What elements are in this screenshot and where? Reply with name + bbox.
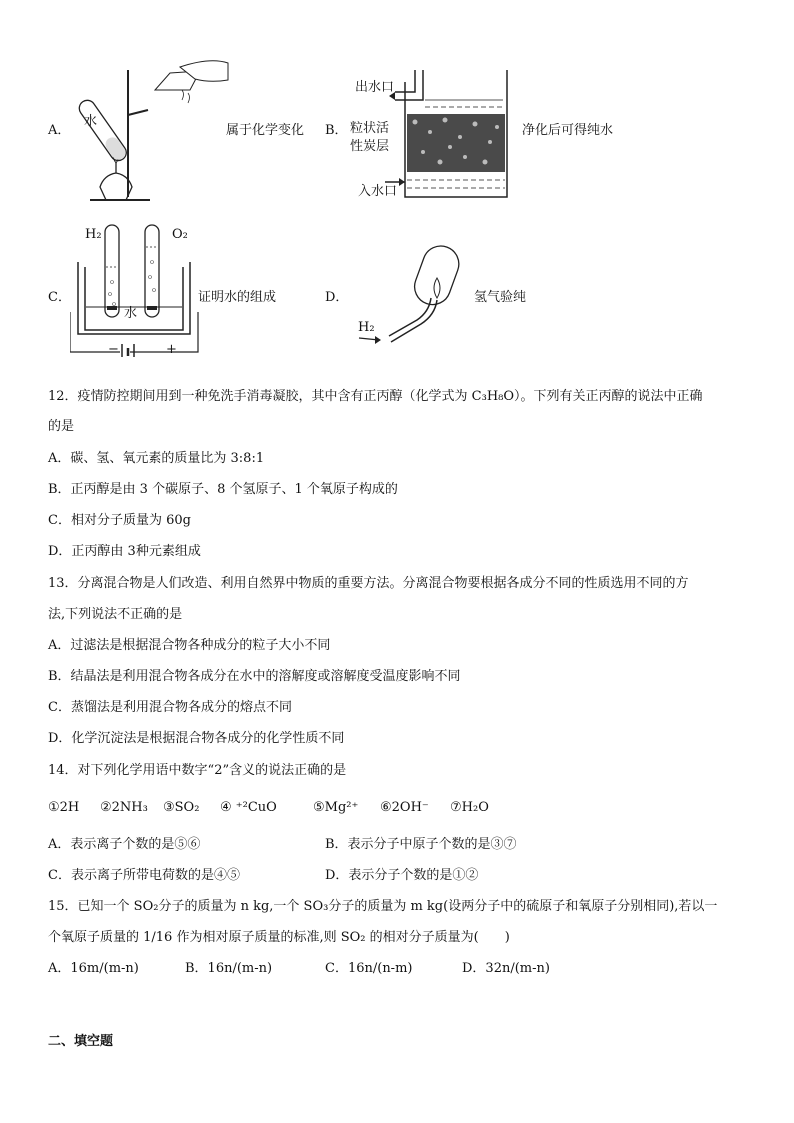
q13-option-d: D．化学沉淀法是根据混合物各成分的化学性质不同 <box>48 731 345 746</box>
q13-stem-line2: 法,下列说法不正确的是 <box>48 607 183 622</box>
option-d-caption: 氢气验纯 <box>474 290 527 305</box>
q15-option-b: B．16n/(m-n) <box>185 961 273 976</box>
outlet-label: 出水口 <box>355 80 395 95</box>
q12-stem-line1: 12．疫情防控期间用到一种免洗手消毒凝胶，其中含有正丙醇（化学式为 C₃H₈O）。下列有关正丙醇的说法中正确 <box>48 389 703 404</box>
plus-label: + <box>166 342 177 357</box>
option-c-letter: C． <box>48 290 71 305</box>
q15-option-a: A．16m/(m-n) <box>48 961 139 976</box>
option-b-caption: 净化后可得纯水 <box>522 123 614 138</box>
water-filter-figure <box>385 62 525 202</box>
q12-option-a: A．碳、氢、氧元素的质量比为 3:8:1 <box>48 451 265 466</box>
o2-label-c: O₂ <box>172 227 188 242</box>
q12-option-c: C．相对分子质量为 60g <box>48 513 191 528</box>
q14-item: ⑦H₂O <box>450 800 489 815</box>
q13-option-a: A．过滤法是根据混合物各种成分的粒子大小不同 <box>48 638 331 653</box>
q12-option-b: B．正丙醇是由 3 个碳原子、8 个氢原子、1 个氧原子构成的 <box>48 482 398 497</box>
q13-option-b: B．结晶法是利用混合物各成分在水中的溶解度或溶解度受温度影响不同 <box>48 669 461 684</box>
q14-item: ④ ⁺²CuO <box>220 800 277 815</box>
q15-stem-line1: 15．已知一个 SO₂分子的质量为 n kg,一个 SO₃分子的质量为 m kg(设两分子中的硫原子和氧原子分别相同),若以一 <box>48 899 718 914</box>
q15-option-d: D．32n/(m-n) <box>462 961 550 976</box>
q14-option-c: C．表示离子所带电荷数的是④⑤ <box>48 868 240 883</box>
inlet-label: 入水口 <box>358 184 398 199</box>
q14-item: ③SO₂ <box>163 800 200 815</box>
q14-item: ①2H <box>48 800 80 815</box>
q13-option-c: C．蒸馏法是利用混合物各成分的熔点不同 <box>48 700 292 715</box>
option-c-caption: 证明水的组成 <box>198 290 277 305</box>
option-a-letter: A． <box>48 123 71 138</box>
h2-label-c: H₂ <box>85 227 102 242</box>
option-a-caption: 属于化学变化 <box>226 123 305 138</box>
q13-stem-line1: 13．分离混合物是人们改造、利用自然界中物质的重要方法。分离混合物要根据各成分不同的性质选用不同的方 <box>48 576 689 591</box>
q12-option-d: D．正丙醇由 3种元素组成 <box>48 544 201 559</box>
q14-item: ⑥2OH⁻ <box>380 800 429 815</box>
option-b-letter: B． <box>325 123 348 138</box>
q14-option-a: A．表示离子个数的是⑤⑥ <box>48 837 201 852</box>
q14-option-d: D．表示分子个数的是①② <box>325 868 479 883</box>
water-label-a: 水 <box>84 114 98 129</box>
q15-stem-line2: 个氧原子质量的 1/16 作为相对原子质量的标准,则 SO₂ 的相对分子质量为( ) <box>48 930 510 945</box>
q14-item: ②2NH₃ <box>100 800 148 815</box>
q12-stem-line2: 的是 <box>48 419 75 434</box>
carbon-label-1: 粒状活 <box>350 121 390 136</box>
q14-stem: 14．对下列化学用语中数字“2”含义的说法正确的是 <box>48 763 347 778</box>
q14-item: ⑤Mg²⁺ <box>313 800 359 815</box>
q15-option-c: C．16n/(n-m) <box>325 961 413 976</box>
heating-test-tube-figure <box>70 55 230 205</box>
water-label-c: 水 <box>124 306 138 321</box>
minus-label: − <box>108 342 119 357</box>
h2-label-d: H₂ <box>358 320 375 335</box>
section-heading-fill-in: 二、填空题 <box>48 1034 114 1049</box>
carbon-label-2: 性炭层 <box>350 139 390 154</box>
q14-option-b: B．表示分子中原子个数的是③⑦ <box>325 837 517 852</box>
option-d-letter: D． <box>325 290 349 305</box>
